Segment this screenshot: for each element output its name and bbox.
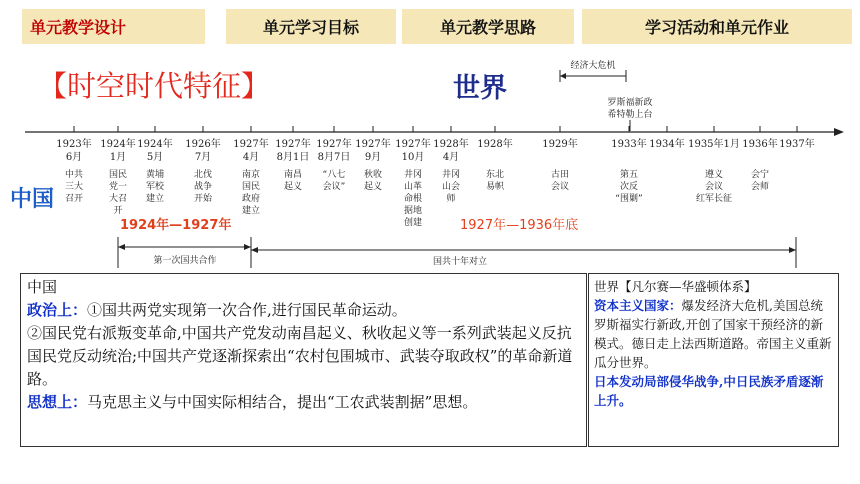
timeline-year: 1927年 xyxy=(316,139,352,150)
thought-label: 思想上： xyxy=(27,393,88,411)
timeline-event: 会师 xyxy=(750,182,770,192)
period-2-label: 1927年—1936年底 xyxy=(460,218,579,233)
timeline-event: 会议” xyxy=(322,182,346,192)
timeline-date: 10月 xyxy=(401,152,425,163)
china-box-title: 中国 xyxy=(27,278,58,296)
timeline-event: 战争 xyxy=(193,182,213,192)
timeline-event: 山革 xyxy=(403,182,423,192)
timeline-year: 1937年 xyxy=(779,139,815,150)
timeline-date: 7月 xyxy=(194,152,212,163)
timeline-event: 国民 xyxy=(108,170,128,180)
timeline-year: 1927年 xyxy=(355,139,391,150)
timeline-event: 起义 xyxy=(363,182,383,192)
timeline-event: 党一 xyxy=(108,182,128,192)
timeline-date: 8月1日 xyxy=(276,152,310,163)
timeline-date: 9月 xyxy=(364,152,382,163)
timeline-event: 师 xyxy=(446,194,456,204)
timeline-event: 大召 xyxy=(108,194,128,204)
timeline-event: 古田 xyxy=(550,170,570,180)
timeline-event: 政府 xyxy=(241,194,261,204)
tab-teaching-approach[interactable]: 单元教学思路 xyxy=(402,9,574,44)
timeline-event: 召开 xyxy=(64,194,84,204)
svg-text:国共十年对立: 国共十年对立 xyxy=(432,257,488,267)
roosevelt-label: 罗斯福新政 xyxy=(607,98,653,108)
timeline-event: “八七 xyxy=(322,170,346,180)
timeline-event: 会议 xyxy=(704,182,724,192)
timeline-event: 井冈 xyxy=(441,170,461,180)
timeline-event: 南京 xyxy=(241,170,261,180)
svg-text:第一次国共合作: 第一次国共合作 xyxy=(153,256,217,266)
timeline-event: 建立 xyxy=(145,194,165,204)
timeline-year: 1928年 xyxy=(477,139,513,150)
timeline-event: 第五 xyxy=(619,170,639,180)
timeline-date: 8月7日 xyxy=(317,152,351,163)
timeline-event: 井冈 xyxy=(403,170,423,180)
timeline-date: 4月 xyxy=(442,152,460,163)
timeline-year: 1936年 xyxy=(742,139,778,150)
timeline-event: 建立 xyxy=(241,206,261,216)
timeline-event: 开始 xyxy=(193,194,213,204)
timeline-date: 6月 xyxy=(65,152,83,163)
tab-unit-design[interactable]: 单元教学设计 xyxy=(22,9,205,44)
timeline-year: 1923年 xyxy=(56,139,92,150)
timeline-event: “围剿” xyxy=(615,194,643,204)
cooperation-bracket xyxy=(118,237,251,268)
capitalist-label: 资本主义国家： xyxy=(594,298,682,313)
crisis-label: 经济大危机 xyxy=(570,61,616,71)
timeline-event: 创建 xyxy=(403,218,423,228)
section-heading: 【时空时代特征】 xyxy=(38,69,271,103)
timeline-event: 遵义 xyxy=(704,170,724,180)
timeline-date: 4月 xyxy=(242,152,260,163)
timeline-event: 易帜 xyxy=(485,182,505,192)
timeline-year: 1929年 xyxy=(542,139,578,150)
timeline-year: 1933年 xyxy=(611,139,647,150)
tab-activities-homework[interactable]: 学习活动和单元作业 xyxy=(582,9,852,44)
period-1-label: 1924年—1927年 xyxy=(120,218,232,233)
timeline-event: 三大 xyxy=(64,182,84,192)
timeline-event: 命根 xyxy=(403,194,423,204)
world-box-title: 世界【凡尔赛—华盛顿体系】 xyxy=(594,279,757,294)
timeline-year: 1927年 xyxy=(275,139,311,150)
confrontation-bracket xyxy=(251,237,796,268)
timeline-event: 会宁 xyxy=(750,170,770,180)
world-summary-box xyxy=(588,273,839,447)
politics-point-1: ①国共两党实现第一次合作,进行国民革命运动。 xyxy=(87,301,407,319)
japan-text: 日本发动局部侵华战争,中日民族矛盾逐渐上升。 xyxy=(594,374,824,408)
timeline-event: 次反 xyxy=(619,182,639,192)
china-label: 中国 xyxy=(10,187,55,212)
timeline-event: 中共 xyxy=(64,170,84,180)
timeline-year: 1927年 xyxy=(233,139,269,150)
timeline-event: 开 xyxy=(113,206,123,216)
politics-label: 政治上： xyxy=(27,301,88,319)
timeline-event: 会议 xyxy=(550,182,570,192)
timeline-date: 5月 xyxy=(146,152,164,163)
timeline-event: 黄埔 xyxy=(145,170,165,180)
timeline-event: 军校 xyxy=(145,182,165,192)
timeline-year: 1924年 xyxy=(100,139,136,150)
hitler-label: 希特勒上台 xyxy=(607,110,653,120)
timeline-event: 南昌 xyxy=(283,170,303,180)
politics-point-2: ②国民党右派叛变革命,中国共产党发动南昌起义、秋收起义等一系列武装起义反抗国民党反动统治;中国共产党逐渐探索出“农村包围城市、武装夺取政权”的革命新道路。 xyxy=(27,324,573,388)
timeline-event: 红军长征 xyxy=(695,194,733,204)
thought-text: 马克思主义与中国实际相结合，提出“工农武装割据”思想。 xyxy=(87,393,478,411)
world-label: 世界 xyxy=(453,73,507,104)
timeline-date: 1月 xyxy=(109,152,127,163)
timeline-year: 1927年 xyxy=(395,139,431,150)
timeline-event: 山会 xyxy=(441,182,461,192)
timeline-event: 起义 xyxy=(283,182,303,192)
timeline-event: 北伐 xyxy=(193,170,213,180)
timeline-year: 1928年 xyxy=(433,139,469,150)
timeline-event: 东北 xyxy=(485,170,505,180)
timeline-year: 1926年 xyxy=(185,139,221,150)
timeline-year: 1935年1月 xyxy=(688,139,740,150)
timeline-year: 1934年 xyxy=(649,139,685,150)
timeline-event: 国民 xyxy=(241,182,261,192)
timeline-year: 1924年 xyxy=(137,139,173,150)
crisis-bracket xyxy=(560,59,626,82)
china-summary-box xyxy=(20,273,587,447)
tab-learning-goals[interactable]: 单元学习目标 xyxy=(226,9,396,44)
timeline-event: 据地 xyxy=(403,206,423,216)
timeline-event: 秋收 xyxy=(363,170,383,180)
capitalist-text: 爆发经济大危机,美国总统罗斯福实行新政,开创了国家干预经济的新模式。德日走上法西斯道路。帝国主义重新瓜分世界。 xyxy=(594,298,832,370)
